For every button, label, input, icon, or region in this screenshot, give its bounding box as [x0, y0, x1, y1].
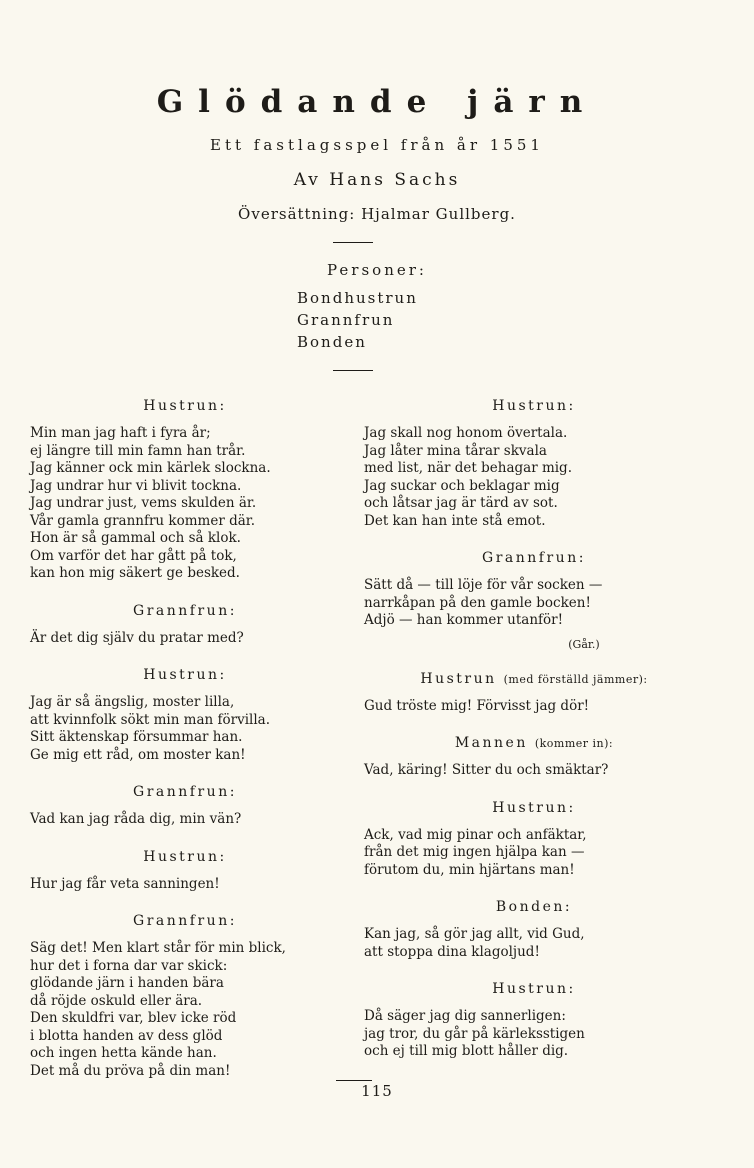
- speaker-name: Grannfrun:: [482, 550, 586, 566]
- verse-line: med list, när det behagar mig.: [364, 460, 572, 476]
- verse-line: Är det dig själv du pratar med?: [30, 629, 244, 646]
- speaker-label: [364, 550, 704, 566]
- stage-direction: (kommer in):: [534, 737, 614, 750]
- speech-block: [364, 698, 704, 716]
- verse-line: Vad kan jag råda dig, min vän?: [30, 811, 242, 827]
- verse-line: Kan jag, så gör jag allt, vid Gud,: [364, 926, 585, 942]
- verse-line: Sätt då — till löje för vår socken —: [364, 577, 603, 593]
- speech-block: [364, 1008, 704, 1061]
- speaker-label: [364, 800, 704, 816]
- speaker-label: [30, 784, 340, 800]
- right-column: [364, 398, 704, 1081]
- speaker-name: Hustrun:: [143, 398, 227, 414]
- verse-line: Jag suckar och beklagar mig: [364, 477, 560, 494]
- speech-block: [30, 694, 340, 764]
- verse-line: Då säger jag dig sannerligen:: [364, 1008, 566, 1024]
- speech-block: [364, 762, 704, 780]
- verse-line: att kvinnfolk sökt min man förvilla.: [30, 711, 271, 728]
- verse-line: Ge mig ett råd, om moster kan!: [30, 746, 246, 763]
- person-item: Grannfrun: [297, 311, 395, 329]
- speech-block: [30, 630, 340, 648]
- divider-rule: [333, 242, 373, 243]
- verse-line: då röjde oskuld eller ära.: [30, 992, 203, 1009]
- stage-direction: (med förställd jämmer):: [503, 672, 648, 686]
- verse-line: förutom du, min hjärtans man!: [364, 861, 575, 878]
- verse-line: att stoppa dina klagoljud!: [364, 943, 540, 960]
- speaker-name: Grannfrun:: [133, 602, 237, 619]
- verse-line: Hon är så gammal och så klok.: [30, 530, 241, 546]
- author-line: Av Hans Sachs: [293, 170, 461, 190]
- verse-line: ej längre till min famn han trår.: [30, 442, 246, 459]
- verse-line: Jag undrar just, vems skulden är.: [30, 495, 257, 511]
- speaker-name: Grannfrun:: [133, 913, 237, 929]
- verse-line: kan hon mig säkert ge besked.: [30, 565, 240, 581]
- speaker-name: Hustrun:: [492, 398, 576, 414]
- verse-line: Gud tröste mig! Förvisst jag dör!: [364, 697, 590, 714]
- speech-block: [30, 811, 340, 829]
- verse-line: narrkåpan på den gamle bocken!: [364, 594, 591, 611]
- verse-line: Sitt äktenskap försummar han.: [30, 729, 243, 745]
- speech-block: [30, 940, 340, 1080]
- verse-line: Vad, käring! Sitter du och smäktar?: [364, 762, 609, 778]
- verse-line: Jag låter mina tårar skvala: [364, 442, 547, 459]
- speaker-name: Hustrun:: [492, 799, 576, 816]
- speaker-name: Grannfrun:: [133, 784, 237, 800]
- persons-heading: Personer:: [327, 261, 427, 279]
- translator-line: Översättning: Hjalmar Gullberg.: [238, 205, 516, 223]
- verse-line: från det mig ingen hjälpa kan —: [364, 844, 585, 860]
- person-item: Bonden: [297, 333, 367, 351]
- play-subtitle: Ett fastlagsspel från år 1551: [210, 136, 544, 154]
- verse-line: Hur jag får veta sanningen!: [30, 875, 220, 892]
- speaker-name: Hustrun:: [143, 848, 227, 865]
- stage-direction: (Går.): [568, 637, 600, 651]
- speech-block: [364, 926, 704, 961]
- speaker-label: [364, 735, 704, 751]
- speaker-label: [30, 398, 340, 414]
- verse-line: hur det i forna dar var skick:: [30, 957, 228, 974]
- speech-block: [30, 425, 340, 583]
- persons-list: [297, 287, 418, 353]
- speech-block: [364, 827, 704, 880]
- speaker-label: [30, 849, 340, 865]
- verse-line: Om varför det har gått på tok,: [30, 547, 237, 564]
- person-item: Bondhustrun: [297, 289, 418, 307]
- speaker-label: [30, 667, 340, 683]
- speaker-name: Mannen: [454, 735, 528, 751]
- speech-block: [364, 425, 704, 530]
- page-number: 115: [361, 1082, 393, 1100]
- speech-block: [30, 876, 340, 894]
- play-title: Glödande järn: [156, 84, 598, 120]
- verse-line: Vår gamla grannfru kommer där.: [30, 512, 256, 529]
- speaker-label: [364, 981, 704, 997]
- speaker-label: [30, 913, 340, 929]
- verse-line: glödande järn i handen bära: [30, 975, 224, 991]
- speaker-name: Bonden:: [495, 899, 573, 915]
- verse-line: jag tror, du går på kärleksstigen: [364, 1025, 585, 1042]
- verse-line: Jag undrar hur vi blivit tockna.: [30, 477, 242, 494]
- page-number-rule: [336, 1080, 372, 1081]
- speaker-label: [364, 671, 704, 687]
- left-column: [30, 398, 340, 1100]
- verse-line: i blotta handen av dess glöd: [30, 1027, 223, 1044]
- divider-rule: [333, 370, 373, 371]
- verse-line: och ingen hetta kände han.: [30, 1045, 217, 1061]
- verse-line: Säg det! Men klart står för min blick,: [30, 940, 286, 956]
- verse-line: Ack, vad mig pinar och anfäktar,: [364, 826, 587, 843]
- speaker-label: [364, 899, 704, 915]
- speaker-name: Hustrun:: [492, 981, 576, 997]
- verse-line: Jag är så ängslig, moster lilla,: [30, 694, 235, 710]
- verse-line: Det må du pröva på din man!: [30, 1062, 231, 1079]
- verse-line: Den skuldfri var, blev icke röd: [30, 1010, 237, 1026]
- verse-line: Det kan han inte stå emot.: [364, 512, 546, 529]
- verse-line: Adjö — han kommer utanför!: [364, 612, 564, 628]
- verse-line: och ej till mig blott håller dig.: [364, 1043, 569, 1059]
- verse-line: Jag skall nog honom övertala.: [364, 425, 568, 441]
- verse-line: och låtsar jag är tärd av sot.: [364, 495, 558, 511]
- speaker-label: [30, 603, 340, 619]
- verse-line: Jag känner ock min kärlek slocknа.: [30, 460, 271, 476]
- speaker-label: [364, 398, 704, 414]
- speaker-name: Hustrun: [420, 670, 497, 687]
- verse-line: Min man jag haft i fyra år;: [30, 425, 211, 441]
- speech-block: [364, 577, 704, 630]
- speaker-name: Hustrun:: [143, 667, 227, 683]
